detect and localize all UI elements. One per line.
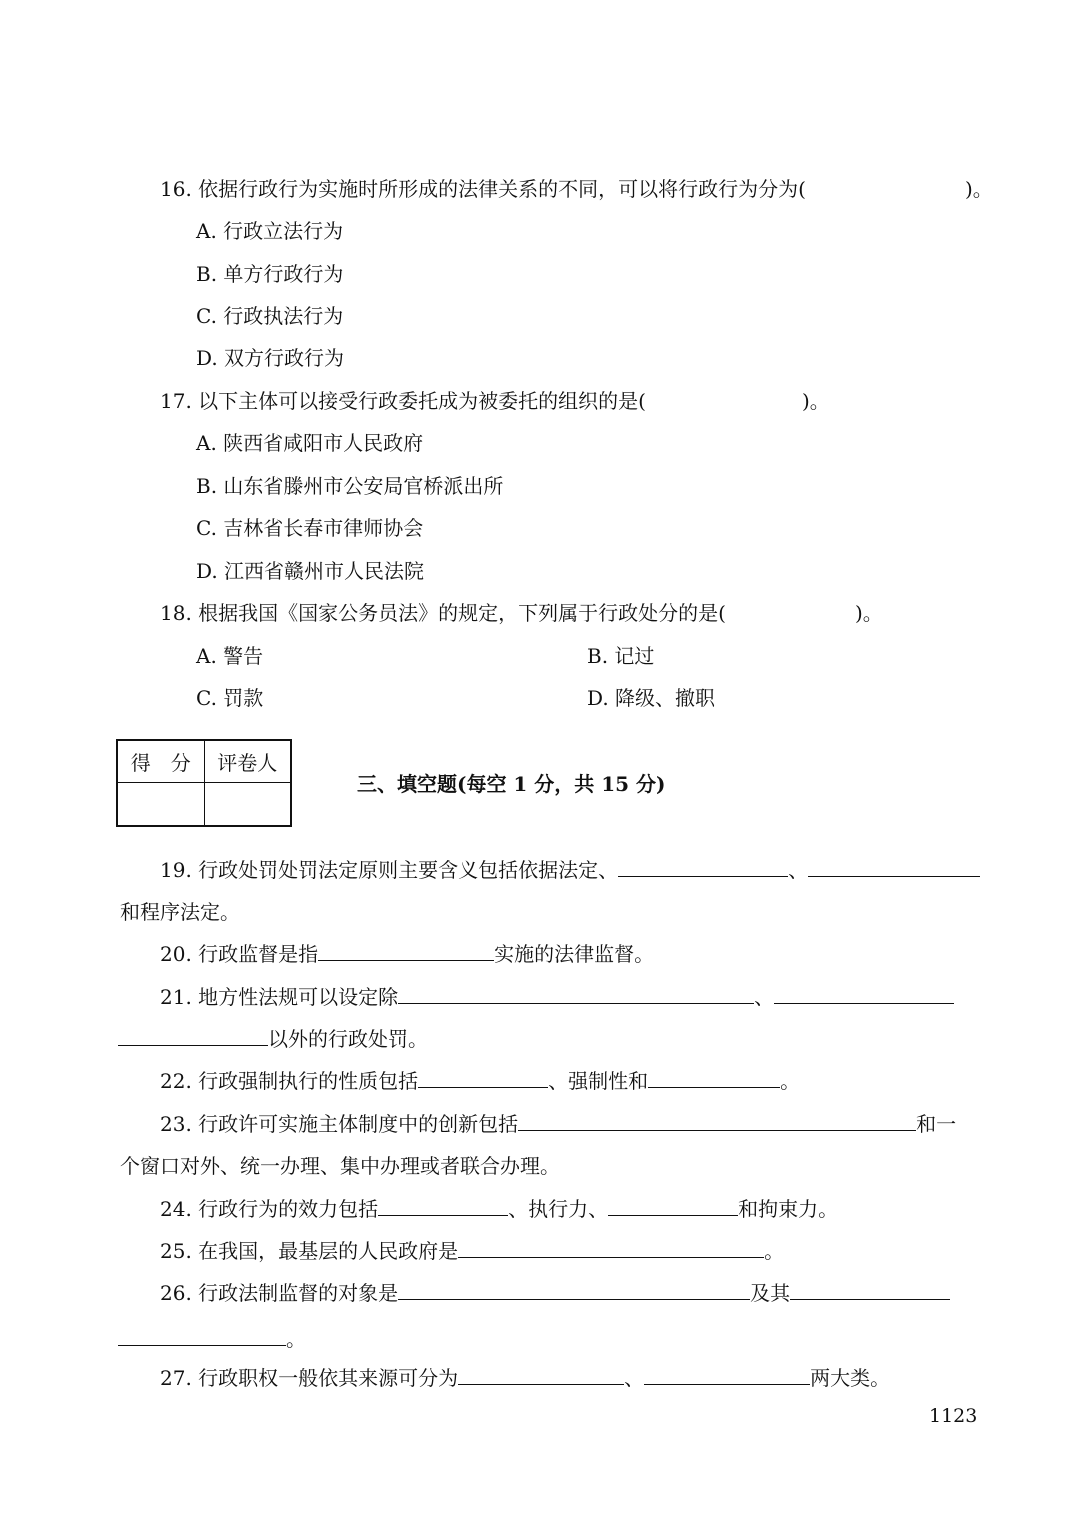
q26-line1 <box>160 1281 950 1305</box>
q19-line2: 和程序法定。 <box>120 900 240 924</box>
q16-stem-text: 16. 依据行政行为实施时所形成的法律关系的不同，可以将行政行为分为( <box>160 177 806 201</box>
q21-line2 <box>118 1027 428 1051</box>
q18-option-a: A. 警告 <box>196 644 264 668</box>
q24-blank-1[interactable] <box>378 1197 508 1216</box>
q16-option-b: B. 单方行政行为 <box>196 262 344 286</box>
grader-label: 评卷人 <box>204 740 291 782</box>
q27-text-a: 27. 行政职权一般依其来源可分为 <box>160 1366 459 1390</box>
q17-stem: 17. 以下主体可以接受行政委托成为被委托的组织的是( <box>160 389 646 413</box>
q20-text-b: 实施的法律监督。 <box>494 942 655 966</box>
q21-blank-3[interactable] <box>118 1027 268 1046</box>
q23-line2: 个窗口对外、统一办理、集中办理或者联合办理。 <box>120 1154 560 1178</box>
q22-text-b: 、强制性和 <box>548 1069 649 1093</box>
q27-blank-2[interactable] <box>644 1366 810 1385</box>
q19-line1 <box>160 858 980 882</box>
q20-blank[interactable] <box>318 942 494 961</box>
q26-blank-3[interactable] <box>118 1327 286 1346</box>
q20-text-a: 20. 行政监督是指 <box>160 942 319 966</box>
q16-option-c: C. 行政执法行为 <box>196 304 344 328</box>
q26-line2 <box>118 1327 306 1351</box>
score-label: 得 分 <box>117 740 204 782</box>
q21-blank-2[interactable] <box>774 985 954 1004</box>
q24-text-b: 、执行力、 <box>508 1197 609 1221</box>
q16-stem <box>160 177 806 201</box>
page-number: 1123 <box>929 1405 978 1427</box>
q27-text-c: 两大类。 <box>810 1366 891 1390</box>
q17-option-b: B. 山东省滕州市公安局官桥派出所 <box>196 474 504 498</box>
q18-option-d: D. 降级、撤职 <box>587 686 716 710</box>
q21-blank-1[interactable] <box>398 985 754 1004</box>
q25-blank[interactable] <box>458 1239 764 1258</box>
section3-title: 三、填空题(每空 1 分，共 15 分) <box>357 772 666 796</box>
q18-close: )。 <box>855 601 883 625</box>
q21-line1 <box>160 985 954 1009</box>
q26-blank-1[interactable] <box>398 1281 750 1300</box>
q25-text-b: 。 <box>764 1239 785 1263</box>
q16-option-d: D. 双方行政行为 <box>196 346 345 370</box>
q24-blank-2[interactable] <box>608 1197 738 1216</box>
q26-text-c: 。 <box>286 1327 306 1351</box>
q23-text-a: 23. 行政许可实施主体制度中的创新包括 <box>160 1112 519 1136</box>
grader-cell[interactable] <box>204 782 291 826</box>
q23-line1 <box>160 1112 956 1136</box>
q24-line <box>160 1197 838 1221</box>
q25-line <box>160 1239 784 1263</box>
q17-option-c: C. 吉林省长春市律师协会 <box>196 516 424 540</box>
q21-text-a: 21. 地方性法规可以设定除 <box>160 985 399 1009</box>
q16-option-a: A. 行政立法行为 <box>196 219 344 243</box>
q19-sep: 、 <box>788 858 809 882</box>
q23-text-b: 和一 <box>916 1112 957 1136</box>
q21-text-b: 以外的行政处罚。 <box>268 1027 428 1051</box>
q24-text-a: 24. 行政行为的效力包括 <box>160 1197 379 1221</box>
q24-text-c: 和拘束力。 <box>738 1197 839 1221</box>
q27-blank-1[interactable] <box>458 1366 624 1385</box>
q27-text-b: 、 <box>624 1366 645 1390</box>
score-cell[interactable] <box>117 782 204 826</box>
q22-line <box>160 1069 800 1093</box>
q22-text-a: 22. 行政强制执行的性质包括 <box>160 1069 419 1093</box>
q18-option-c: C. 罚款 <box>196 686 264 710</box>
q22-text-c: 。 <box>780 1069 801 1093</box>
q26-text-b: 及其 <box>750 1281 791 1305</box>
q23-blank[interactable] <box>518 1112 916 1131</box>
q17-close: )。 <box>802 389 830 413</box>
q22-blank-2[interactable] <box>648 1069 780 1088</box>
q17-option-d: D. 江西省赣州市人民法院 <box>196 559 425 583</box>
q16-close: )。 <box>965 177 993 201</box>
q26-blank-2[interactable] <box>790 1281 950 1300</box>
q19-blank-1[interactable] <box>618 858 788 877</box>
q18-stem: 18. 根据我国《国家公务员法》的规定，下列属于行政处分的是( <box>160 601 726 625</box>
q27-line <box>160 1366 890 1390</box>
q22-blank-1[interactable] <box>418 1069 548 1088</box>
q21-sep: 、 <box>754 985 775 1009</box>
score-table <box>116 739 292 827</box>
q19-text-a: 19. 行政处罚处罚法定原则主要含义包括依据法定、 <box>160 858 619 882</box>
q20-line <box>160 942 654 966</box>
q19-blank-2[interactable] <box>808 858 980 877</box>
q18-option-b: B. 记过 <box>587 644 655 668</box>
q25-text-a: 25. 在我国，最基层的人民政府是 <box>160 1239 459 1263</box>
q26-text-a: 26. 行政法制监督的对象是 <box>160 1281 399 1305</box>
q17-option-a: A. 陕西省咸阳市人民政府 <box>196 431 424 455</box>
